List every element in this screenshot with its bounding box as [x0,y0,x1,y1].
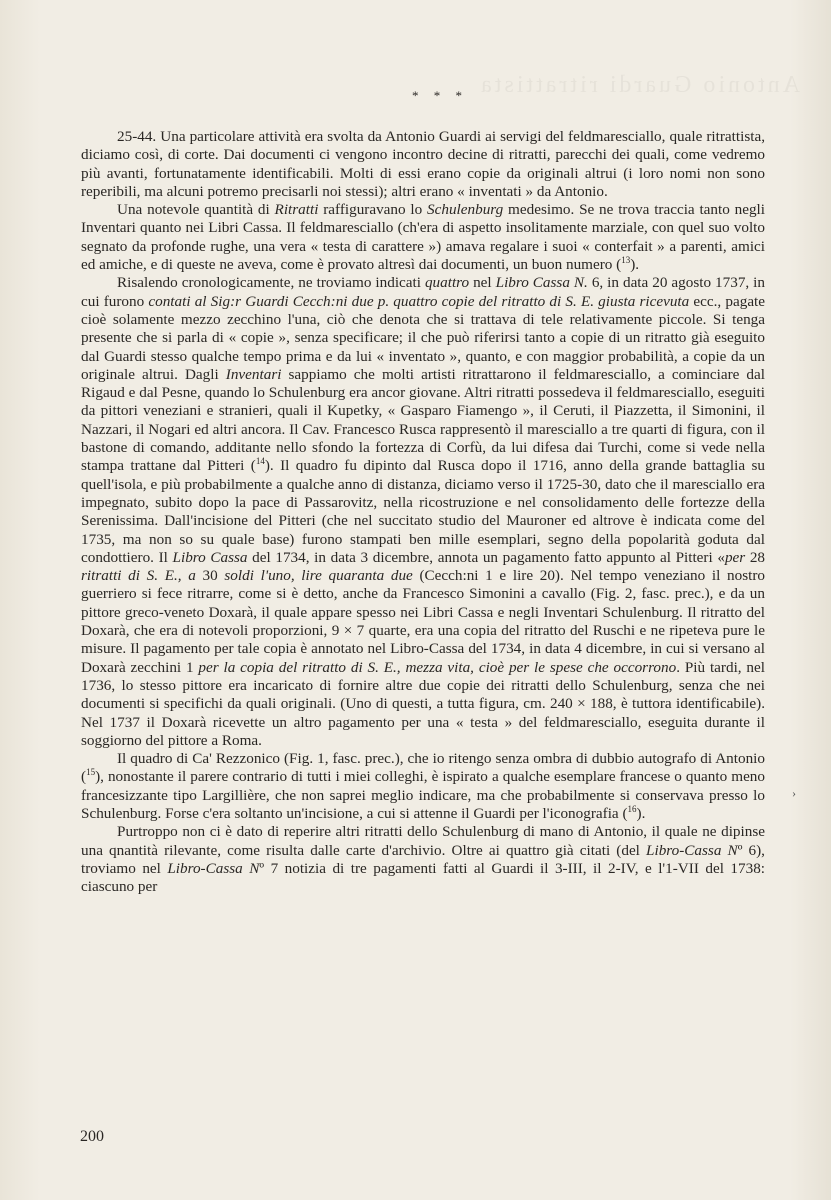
bleed-through-text: Antonio Guardi ritrattista [478,72,800,98]
paragraph-3: Risalendo cronologicamente, ne troviamo indicati quattro nel Libro Cassa N. 6, in data 20 agosto 1737, in cui furono contati al Sig:r Guardi Cecch:ni due p. quattro copie del ritratto di S. E. giusta ricevuta ecc., pagate cioè solamente mezzo zecchino l'una, ciò che denota che si trattava di tele relativamente piccole. Si tenga presente che si parla di « copie », senza specificare; il che può riferirsi tanto a copie di un ritratto già eseguito dal Guardi stesso qualche tempo prima e da lui « inventato », quanto, e con maggior probabilità, a copie da un originale altrui. Dagli Inventari sappiamo che molti artisti ritrattarono il feldmaresciallo, a cominciare dal Rigaud e dal Pesne, quando lo Schulenburg era ancor giovane. Altri ritratti possedeva il feldmaresciallo, eseguiti da pittori veneziani e stranieri, quali il Kupetky, « Gasparo Fiamengo », il Ceruti, il Piazzetta, il Simonini, il Nazzari, il Nogari ed altri ancora. Il Cav. Francesco Rusca rappresentò il maresciallo a tre quarti di figura, con il bastone di comando, additante nello sfondo la fortezza di Corfù, da lui difesa dai Turchi, come si vede nella stampa trattane dal Pitteri ($^{14}$). Il quadro fu dipinto dal Rusca dopo il 1716, anno della grande battaglia su quell'isola, e più probabilmente a qualche anno di distanza, diciamo verso il 1725-30, dato che il maresciallo era impegnato, subito dopo la pace di Passarovitz, nella ricostruzione e nel consolidamento delle fortezze della Serenissima. Dall'incisione del Pitteri (che nel succitato studio del Mauroner ed altrove è indicata come del 1735, ma non so su quale base) furono stampati ben mille esemplari, segno della popolarità goduta dal condottiero. Il Libro Cassa del 1734, in data 3 dicembre, annota un pagamento fatto appunto al Pitteri «per 28 ritratti di S. E., a 30 soldi l'uno, lire quaranta due (Cecch:ni 1 e lire 20). Nel tempo veneziano il nostro guerriero si fece ritrarre, come si è detto, anche da Francesco Simonini a cavallo (Fig. 2, fasc. prec.), e da un pittore greco-veneto Doxarà, il quale appare spesso nei Libri Cassa e negli Inventari Schulenburg. Il ritratto del Doxarà, che era di notevoli proporzioni, 9 × 7 quarte, era una copia del ritratto del Ruschi e ne ripeteva pure le misure. Il pagamento per tale copia è annotato nel Libro-Cassa del 1734, in data 4 dicembre, in cui si versano al Doxarà zecchini 1 per la copia del ritratto di S. E., mezza vita, cioè per le spese che occorrono. Più tardi, nel 1736, lo stesso pittore era incaricato di fornire altre due copie dei ritratti dello Schulenburg, senza che nei documenti si specifichi da quali originali. (Uno di questi, a tutta figura, cm. 240 × 188, è tuttora identificabile). Nel 1737 il Doxarà ricevette un altro pagamento per una « testa » del feldmaresciallo, eseguita durante il soggiorno del pittore a Roma. [81,274,766,749]
margin-mark: › [792,786,796,800]
body-text [81,128,765,896]
section-separator: * * * [412,88,468,103]
page-number: 200 [80,1128,104,1145]
paragraph-4: Il quadro di Ca' Rezzonico (Fig. 1, fasc. prec.), che io ritengo senza ombra di dubbio autografo di Antonio ($^{15}$), nonostante il parere contrario di tutti i miei colleghi, è ispirato a qualche esemplare francese o quanto meno francesizzante tipo Largillière, che non saprei meglio indicare, ma che probabilmente si conservava presso lo Schulenburg. Forse c'era soltanto un'incisione, a cui si attenne il Guardi per l'iconografia ($^{16}$). [81,750,765,822]
paragraph-1: 25-44. Una particolare attività era svolta da Antonio Guardi ai servigi del feldmaresciallo, quale ritrattista, diciamo così, di corte. Dai documenti ci vengono incontro decine di ritratti, parecchi dei quali, come vedremo più avanti, fortunatamente identificabili. Molti di essi erano copie da originali altrui (i loro nomi non sono reperibili, ma alcuni potremo precisarli noi stessi); altri erano « inventati » da Antonio. [81,128,765,200]
paragraph-5: Purtroppo non ci è dato di reperire altri ritratti dello Schulenburg di mano di Antonio, il quale ne dipinse una qnantità rilevante, come risulta dalle carte d'archivio. Oltre ai quattro già citati (del Libro-Cassa Nº 6), troviamo nel Libro-Cassa Nº 7 notizia di tre pagamenti fatti al Guardi il 3-III, il 2-IV, e l'1-VII del 1738: ciascuno per [81,823,766,896]
paragraph-2: Una notevole quantità di Ritratti raffiguravano lo Schulenburg medesimo. Se ne trova traccia tanto negli Inventari quanto nei Libri Cassa. Il feldmaresciallo (ch'era di aspetto insolitamente marziale, con quel suo volto segnato da profonde rughe, una vera « testa di carattere ») amava regalare i suoi « conterfait » a parenti, amici ed amiche, e di queste ne aveva, come è provato altresì dai documenti, un buon numero ($^{13}$). [81,201,765,274]
